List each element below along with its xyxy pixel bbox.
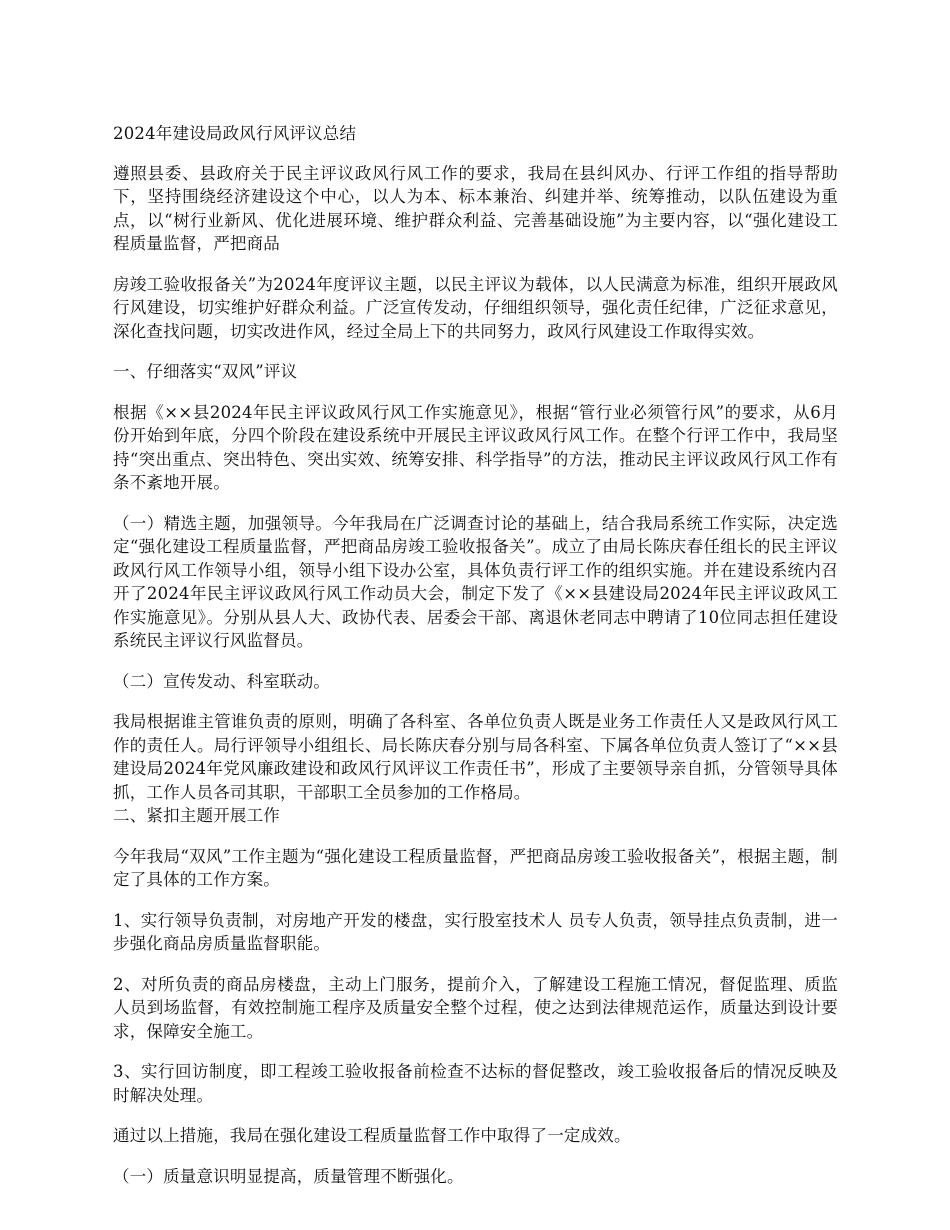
document-title: 2024年建设局政风行风评议总结	[113, 124, 357, 143]
paragraph-responsibility: 我局根据谁主管谁负责的原则，明确了各科室、各单位负责人既是业务工作责任人又是政风行风工作的责任人。局行评领导小组组长、局长陈庆春分别与局各科室、下属各单位负责人签订了“××县建设局2024年党风廉政建设和政风行风评议工作责任书”，形成了主要领导亲自抓，分管领导具体抓，工作人员各司其职，干部职工全员参加的工作格局。	[113, 712, 838, 802]
list-item-1: 1、实行领导负责制，对房地产开发的楼盘，实行股室技术人 员专人负责，领导挂点负责制，进一步强化商品房质量监督职能。	[113, 910, 838, 953]
section-heading-1: 一、仔细落实“双风”评议	[113, 362, 298, 381]
list-item-3: 3、实行回访制度，即工程竣工验收报备前检查不达标的督促整改，竣工验收报备后的情况反映及时解决处理。	[113, 1062, 838, 1105]
paragraph-results: 通过以上措施，我局在强化建设工程质量监督工作中取得了一定成效。	[113, 1126, 631, 1145]
section-heading-2: 二、紧扣主题开展工作	[113, 806, 280, 825]
paragraph-intro: 遵照县委、县政府关于民主评议政风行风工作的要求，我局在县纠风办、行评工作组的指导帮助下，坚持围绕经济建设这个中心，以人为本、标本兼治、纠建并举、统筹推动，以队伍建设为重点，以“树行业新风、优化进展环境、维护群众利益、完善基础设施”为主要内容，以“强化建设工程质量监督，严把商品	[113, 163, 838, 253]
list-item-2: 2、对所负责的商品房楼盘，主动上门服务，提前介入，了解建设工程施工情况，督促监理、质监人员到场监督，有效控制施工程序及质量安全整个过程，使之达到法律规范运作，质量达到设计要求，保障安全施工。	[113, 974, 838, 1041]
subsection-heading-2: （二）宣传发动、科室联动。	[113, 671, 331, 691]
paragraph-theme: 房竣工验收报备关”为2024年度评议主题，以民主评议为载体，以人民满意为标准，组织开展政风行风建设，切实维护好群众利益。广泛宣传发动，仔细组织领导，强化责任纪律，广泛征求意见，深化查找问题，切实改进作风，经过全局上下的共同努力，政风行风建设工作取得实效。	[113, 274, 838, 341]
document-page	[113, 122, 838, 1205]
paragraph-subsection-1: （一）精选主题，加强领导。今年我局在广泛调查讨论的基础上，结合我局系统工作实际，决定选定“强化建设工程质量监督，严把商品房竣工验收报备关”。成立了由局长陈庆春任组长的民主评议政风行风工作领导小组，领导小组下设办公室，具体负责行评工作的组织实施。并在建设系统内召开了2024年民主评议政风行风工作动员大会，制定下发了《××县建设局2024年民主评议政风工作实施意见》。分别从县人大、政协代表、居委会干部、离退休老同志中聘请了10位同志担任建设系统民主评议行风监督员。	[113, 513, 838, 650]
subsection-heading-quality: （一）质量意识明显提高，质量管理不断强化。	[113, 1166, 464, 1186]
paragraph-basis: 根据《××县2024年民主评议政风行风工作实施意见》，根据“管行业必须管行风”的要求，从6月份开始到年底，分四个阶段在建设系统中开展民主评议政风行风工作。在整个行评工作中，我局坚持“突出重点、突出特色、突出实效、统筹安排、科学指导”的方法，推动民主评议政风行风工作有条不紊地开展。	[113, 402, 838, 492]
paragraph-work-theme: 今年我局“双风”工作主题为“强化建设工程质量监督，严把商品房竣工验收报备关”，根据主题，制定了具体的工作方案。	[113, 846, 838, 889]
